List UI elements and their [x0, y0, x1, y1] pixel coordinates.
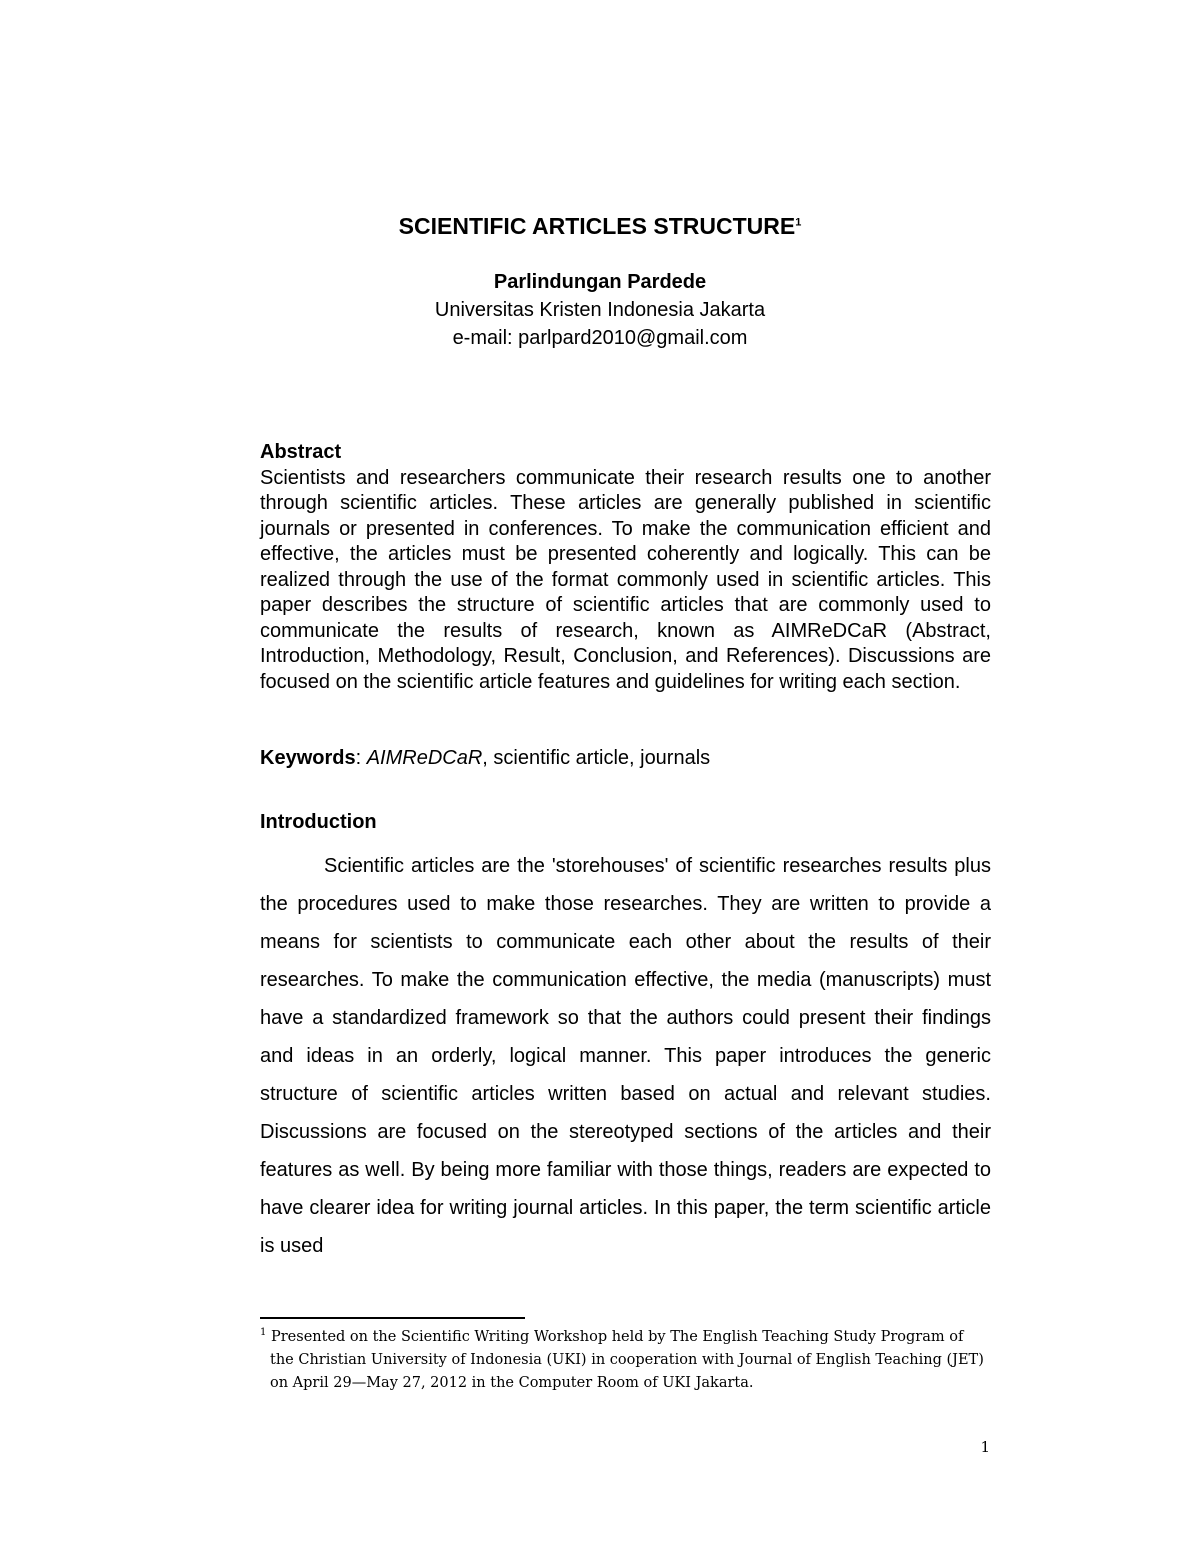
introduction-section — [260, 808, 991, 1265]
author-affiliation: Universitas Kristen Indonesia Jakarta — [434, 299, 766, 321]
keywords-colon: : — [355, 747, 367, 769]
author-name: Parlindungan Pardede — [493, 271, 707, 293]
keywords-label: Keywords — [260, 747, 356, 769]
footnote — [260, 1326, 991, 1395]
page-number: 1 — [980, 1438, 990, 1456]
keywords-rest: , scientific article, journals — [482, 747, 711, 769]
footnote-mark: 1 — [260, 1327, 267, 1339]
abstract-body: Scientists and researchers communicate their research results one to another through scientific articles. These articles are generally published in scientific journals or presented in conferences. To make the communication efficient and effective, the articles must be presented coherently and logically. This can be realized through the use of the format commonly used in scientific articles. This paper describes the structure of scientific articles that are commonly used to communicate the results of research, known as AIMReDCaR (Abstract, Introduction, Methodology, Result, Conclusion, and References). Discussions are focused on the scientific article features and guidelines for writing each section. — [260, 466, 991, 693]
author-block — [0, 268, 1200, 352]
footnote-line-3: on April 29—May 27, 2012 in the Computer Room of UKI Jakarta. — [270, 1375, 754, 1391]
abstract-section — [260, 440, 991, 695]
footnote-separator — [260, 1317, 525, 1319]
abstract-heading: Abstract — [260, 441, 342, 463]
author-email: e-mail: parlpard2010@gmail.com — [452, 327, 748, 349]
footnote-line-2: the Christian University of Indonesia (UKI) in cooperation with Journal of English Teaching (JET) — [270, 1352, 984, 1368]
keywords-italic-term: AIMReDCaR — [366, 747, 483, 769]
introduction-heading: Introduction — [260, 811, 377, 833]
keywords-line — [260, 744, 991, 772]
footnote-line-1: Presented on the Scientific Writing Workshop held by The English Teaching Study Program of — [266, 1329, 964, 1345]
paper-title — [0, 206, 1200, 246]
paper-title-text: SCIENTIFIC ARTICLES STRUCTURE — [398, 213, 796, 239]
title-footnote-mark: 1 — [795, 216, 802, 229]
introduction-body: Scientific articles are the 'storehouses' of scientific researches results plus the procedures used to make those researches. They are written to provide a means for scientists to communicate each other about the results of their researches. To make the communication effective, the media (manuscripts) must have a standardized framework so that the authors could present their findings and ideas in an orderly, logical manner. This paper introduces the generic structure of scientific articles written based on actual and relevant studies. Discussions are focused on the stereotyped sections of the articles and their features as well. By being more familiar with those things, readers are expected to have clearer idea for writing journal articles. In this paper, the term scientific article is used — [260, 855, 991, 1257]
